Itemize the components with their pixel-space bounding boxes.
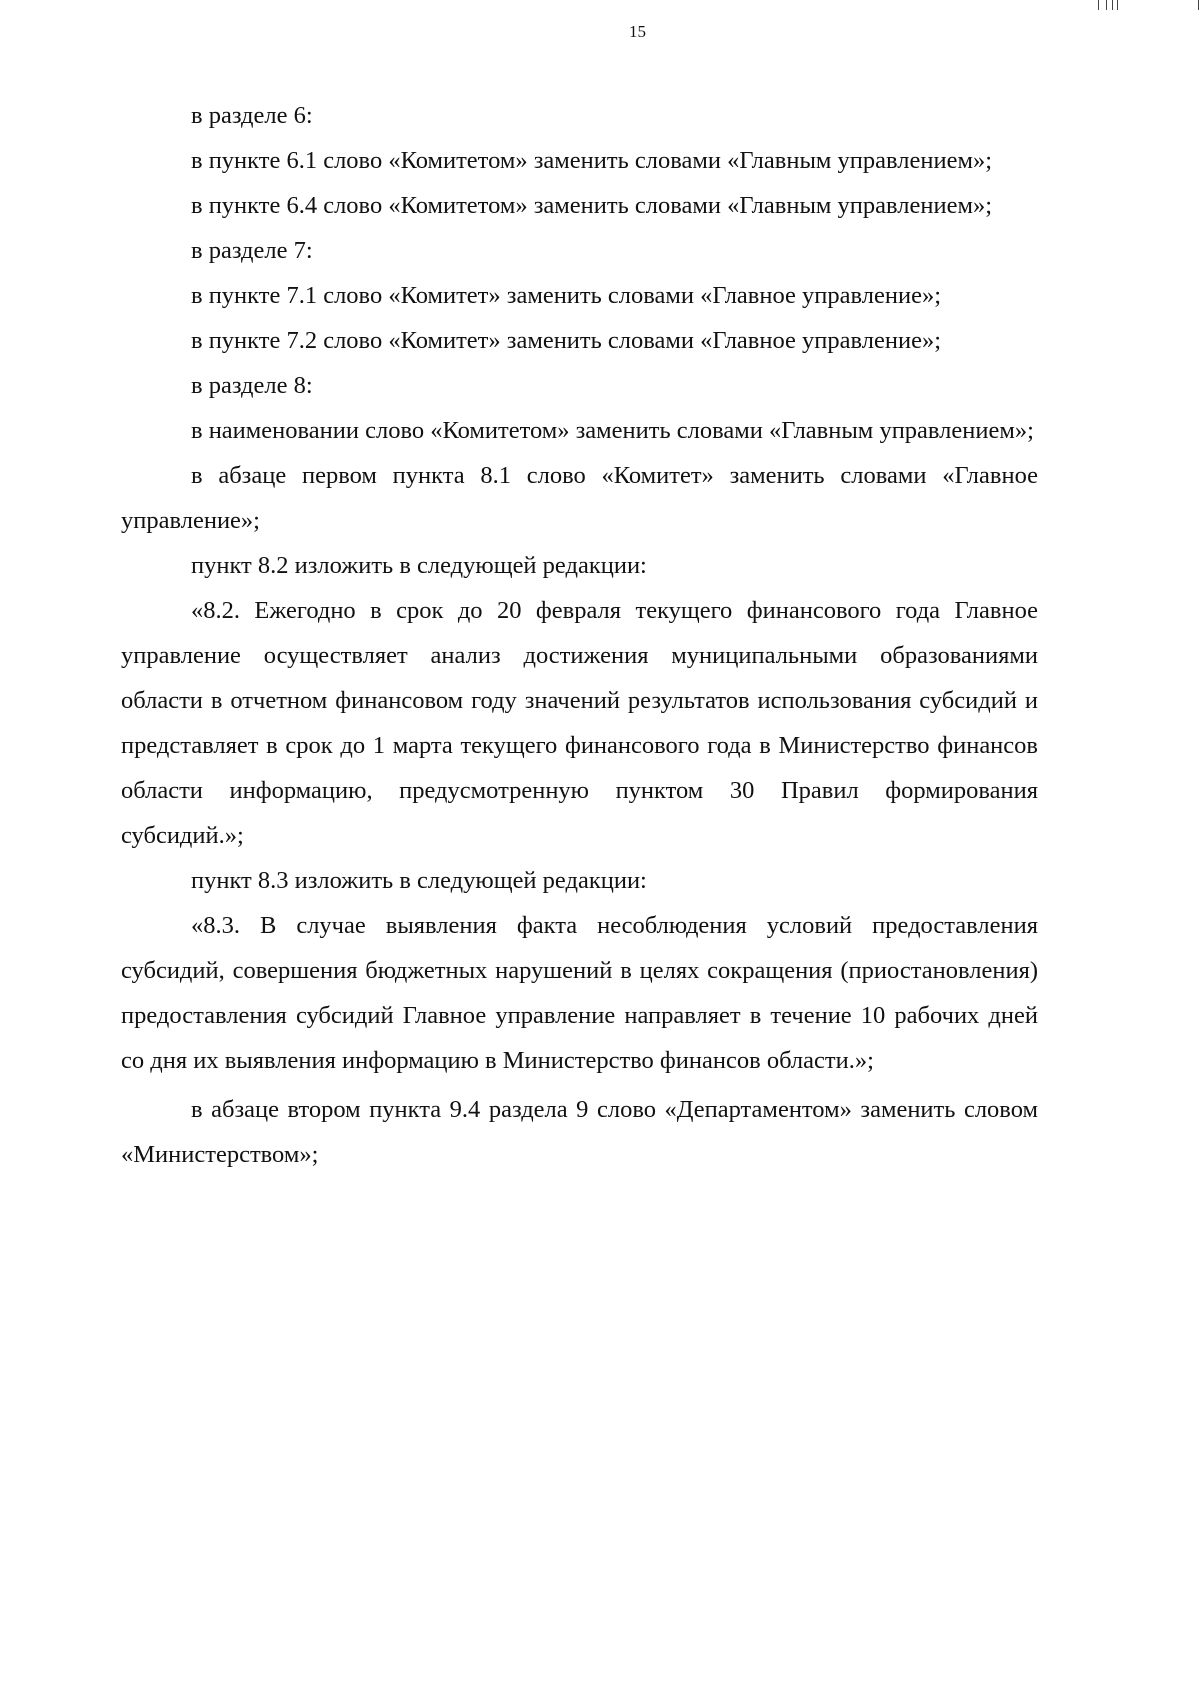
paragraph-item-8-1: в абзаце первом пункта 8.1 слово «Комитет» заменить словами «Главное управление»; — [121, 462, 1038, 534]
page-number: 15 — [629, 22, 646, 41]
paragraph-section-7: в разделе 7: — [191, 237, 313, 264]
paragraph-item-8-2-intro: пункт 8.2 изложить в следующей редакции: — [191, 552, 647, 579]
scan-edge-marks — [1090, 0, 1200, 14]
paragraph-item-8-3-intro: пункт 8.3 изложить в следующей редакции: — [191, 867, 647, 894]
paragraph-item-8-2-text: «8.2. Ежегодно в срок до 20 февраля текущего финансового года Главное управление осуществляет анализ достижения муниципальными образованиями области в отчетном финансовом году значений результатов использования субсидий и представляет в срок до 1 марта текущего финансового года в Министерство финансов области информацию, предусмотренную пунктом 30 Правил формирования субсидий.»; — [121, 597, 1038, 849]
paragraph-item-9-4: в абзаце втором пункта 9.4 раздела 9 слово «Департаментом» заменить словом «Министерством»; — [121, 1096, 1038, 1168]
paragraph-section-8: в разделе 8: — [191, 372, 313, 399]
paragraph-section-6: в разделе 6: — [191, 102, 313, 129]
paragraph-item-8-3-text: «8.3. В случае выявления факта несоблюдения условий предоставления субсидий, совершения бюджетных нарушений в целях сокращения (приостановления) предоставления субсидий Главное управление направляет в течение 10 рабочих дней со дня их выявления информацию в Министерство финансов области.»; — [121, 912, 1038, 1074]
paragraph-item-6-4: в пункте 6.4 слово «Комитетом» заменить словами «Главным управлением»; — [191, 192, 993, 219]
document-body — [121, 93, 1038, 1177]
paragraph-item-7-1: в пункте 7.1 слово «Комитет» заменить словами «Главное управление»; — [191, 282, 942, 309]
paragraph-item-7-2: в пункте 7.2 слово «Комитет» заменить словами «Главное управление»; — [191, 327, 942, 354]
paragraph-section-8-title: в наименовании слово «Комитетом» заменить словами «Главным управлением»; — [191, 417, 1034, 444]
paragraph-item-6-1: в пункте 6.1 слово «Комитетом» заменить словами «Главным управлением»; — [191, 147, 993, 174]
